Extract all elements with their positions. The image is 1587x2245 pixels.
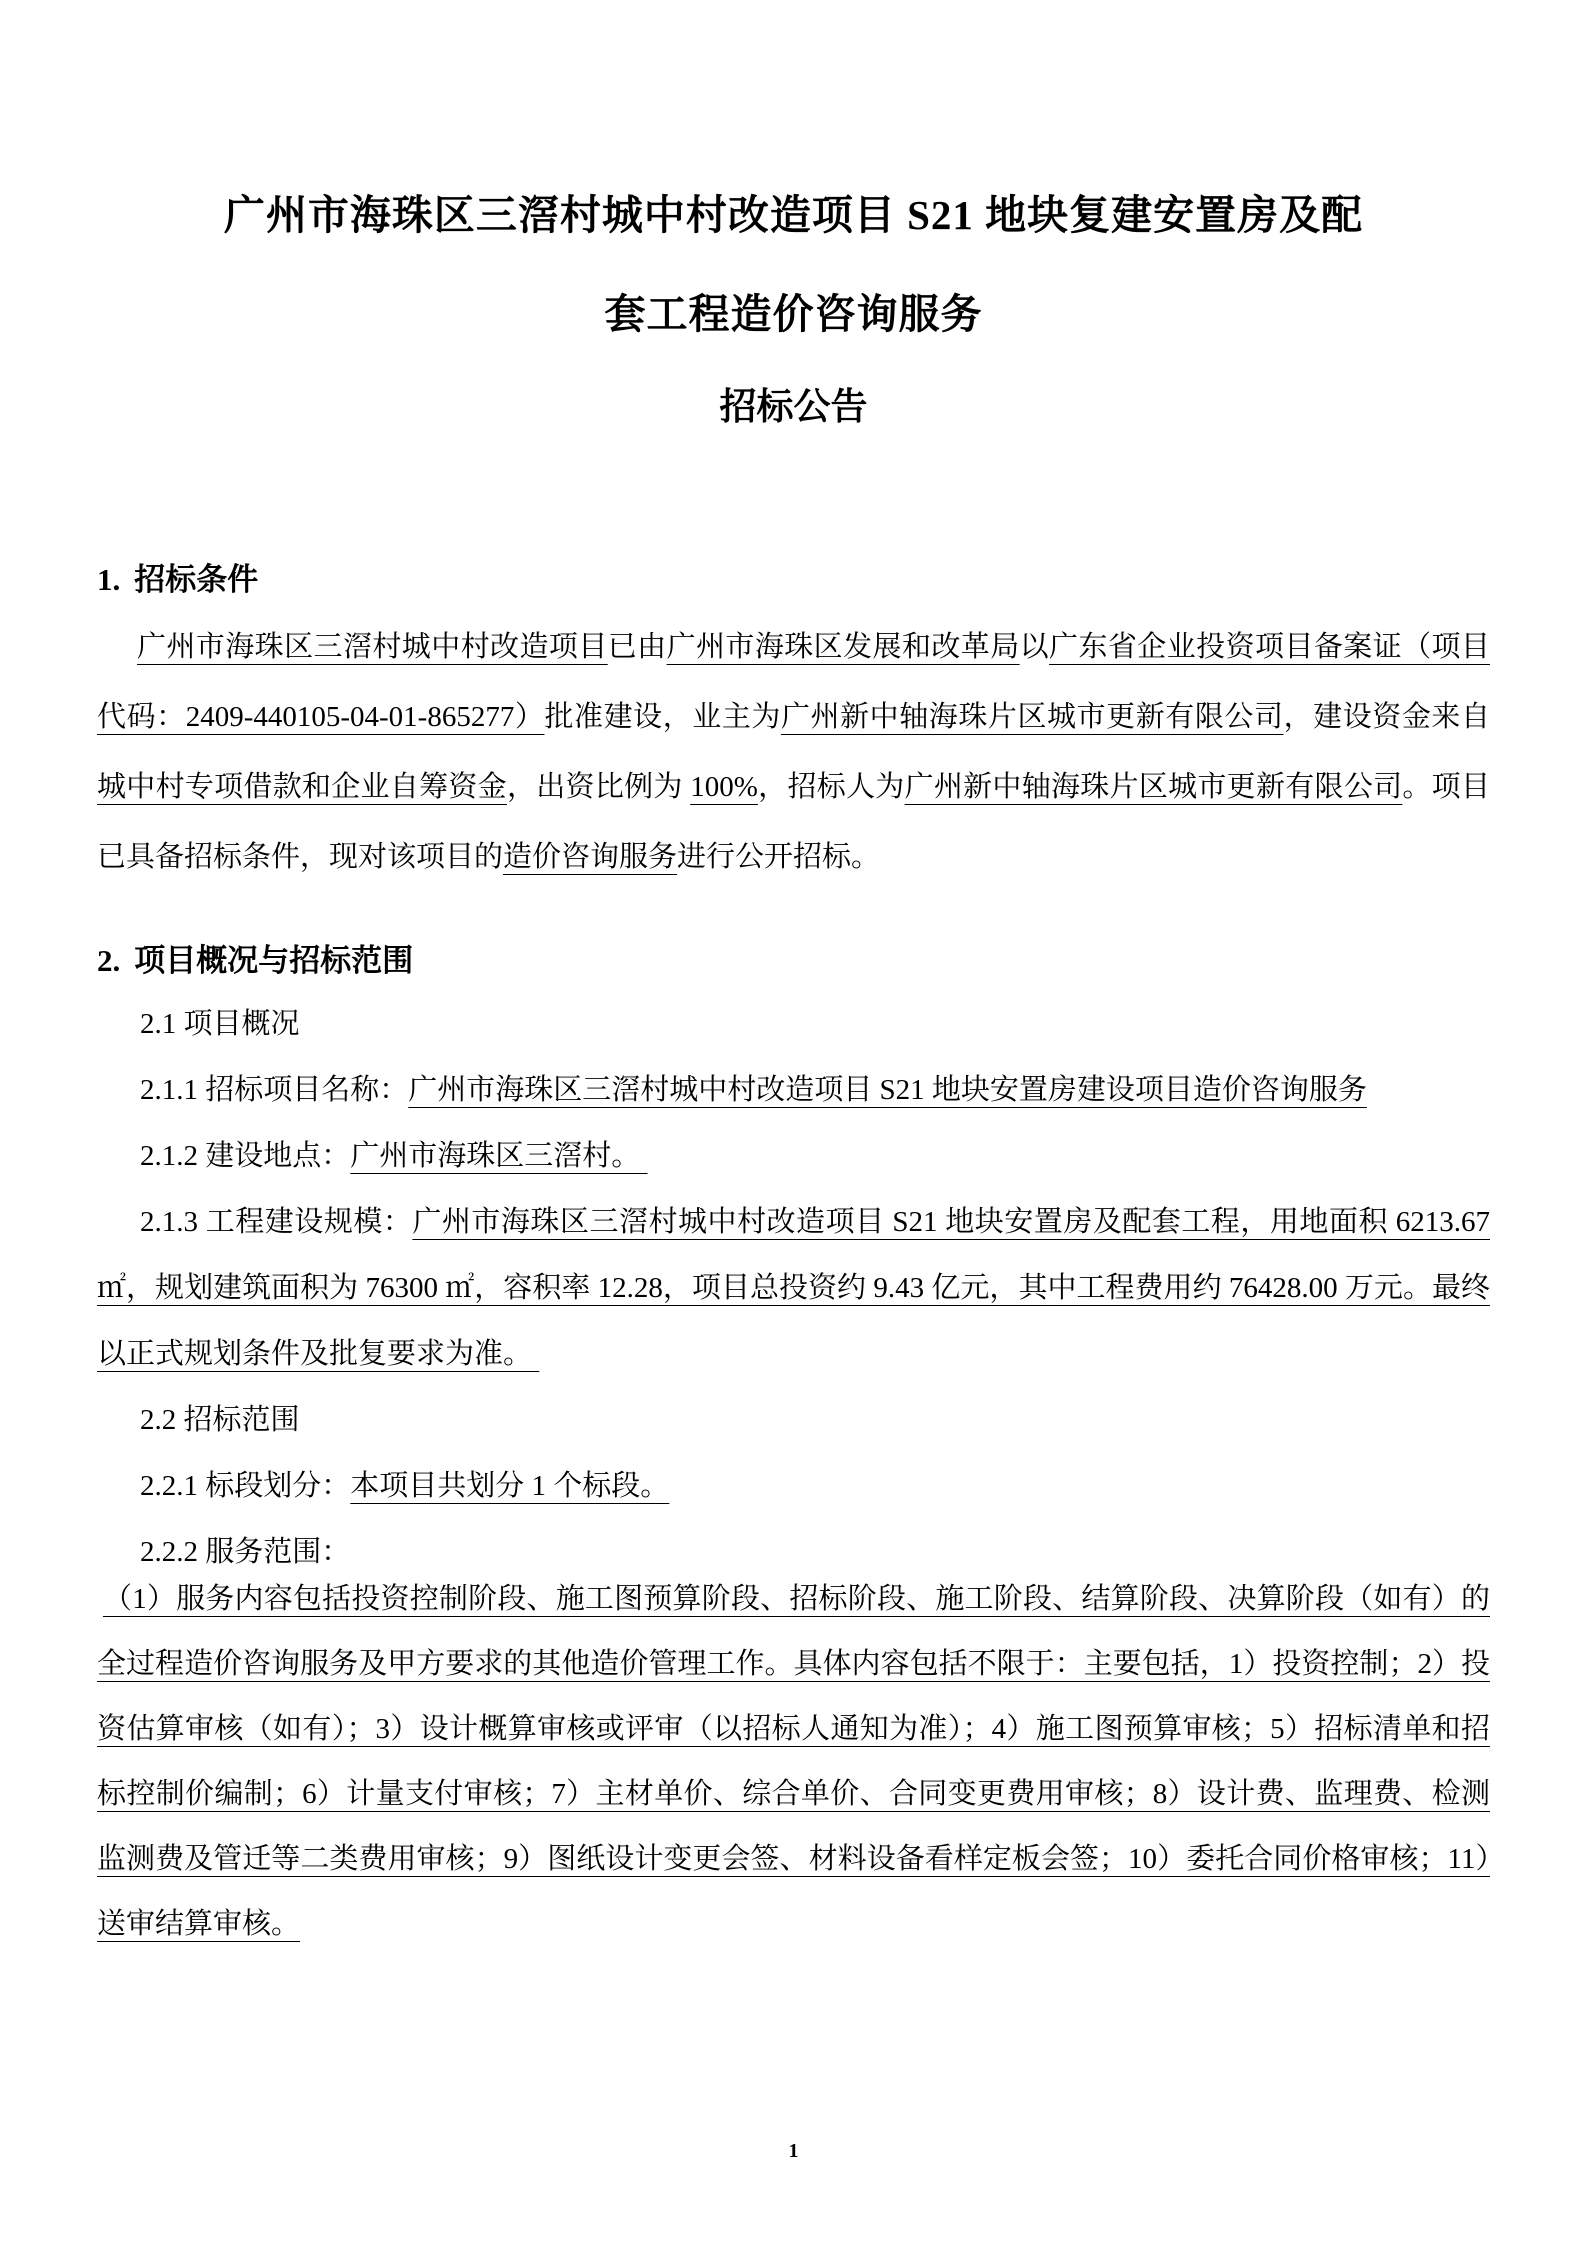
- section-2-title: 项目概况与招标范围: [134, 943, 414, 978]
- section-1-title: 招标条件: [134, 562, 259, 597]
- document-title: [97, 166, 1490, 364]
- clause-2-2-1: 2.2.1 标段划分：本项目共划分 1 个标段。: [140, 1470, 670, 1502]
- clause-2-2-2: 2.2.2 服务范围：: [140, 1536, 351, 1568]
- section-1-number: 1.: [97, 562, 121, 597]
- clause-service-scope: （1）服务内容包括投资控制阶段、施工图预算阶段、招标阶段、施工阶段、结算阶段、决算阶段（如有）的全过程造价咨询服务及甲方要求的其他造价管理工作。具体内容包括不限于：主要包括，1）投资控制；2）投资估算审核（如有）；3）设计概算审核或评审（以招标人通知为准）；4）施工图预算审核；5）招标清单和招标控制价编制；6）计量支付审核；7）主材单价、综合单价、合同变更费用审核；8）设计费、监理费、检测监测费及管迁等二类费用审核；9）图纸设计变更会签、材料设备看样定板会签；10）委托合同价格审核；11）送审结算审核。: [97, 1583, 1490, 1940]
- section-1-paragraph: 广州市海珠区三滘村城中村改造项目已由广州市海珠区发展和改革局以广东省企业投资项目备案证（项目代码：2409-440105-04-01-865277）批准建设，业主为广州新中轴海珠片区城市更新有限公司，建设资金来自城中村专项借款和企业自筹资金，出资比例为 100%，招标人为广州新中轴海珠片区城市更新有限公司。项目已具备招标条件，现对该项目的造价咨询服务进行公开招标。: [97, 631, 1490, 873]
- section-2-number: 2.: [97, 943, 121, 978]
- clause-2-1-3: 2.1.3 工程建设规模：广州市海珠区三滘村城中村改造项目 S21 地块安置房及配套工程，用地面积 6213.67 ㎡，规划建筑面积为 76300 ㎡，容积率 12.28，项目总投资约 9.43 亿元，其中工程费用约 76428.00 万元。最终以正式规划条件及批复要求为准。: [97, 1206, 1490, 1370]
- clause-2-1-1: 2.1.1 招标项目名称：广州市海珠区三滘村城中村改造项目 S21 地块安置房建设项目造价咨询服务: [140, 1074, 1367, 1106]
- document-title-line-2: 套工程造价咨询服务: [604, 291, 983, 337]
- clause-2-1: 2.1 项目概况: [140, 1008, 300, 1040]
- clause-2-1-2: 2.1.2 建设地点：广州市海珠区三滘村。: [140, 1140, 648, 1172]
- page-number: 1: [788, 2140, 799, 2162]
- document-subtitle: 招标公告: [719, 387, 868, 428]
- document-content: [0, 166, 1587, 1957]
- clause-2-2: 2.2 招标范围: [140, 1404, 300, 1436]
- section-2-heading: [97, 939, 1490, 983]
- section-1-heading: [97, 558, 1490, 602]
- document-title-line-1: 广州市海珠区三滘村城中村改造项目 S21 地块复建安置房及配: [223, 192, 1364, 238]
